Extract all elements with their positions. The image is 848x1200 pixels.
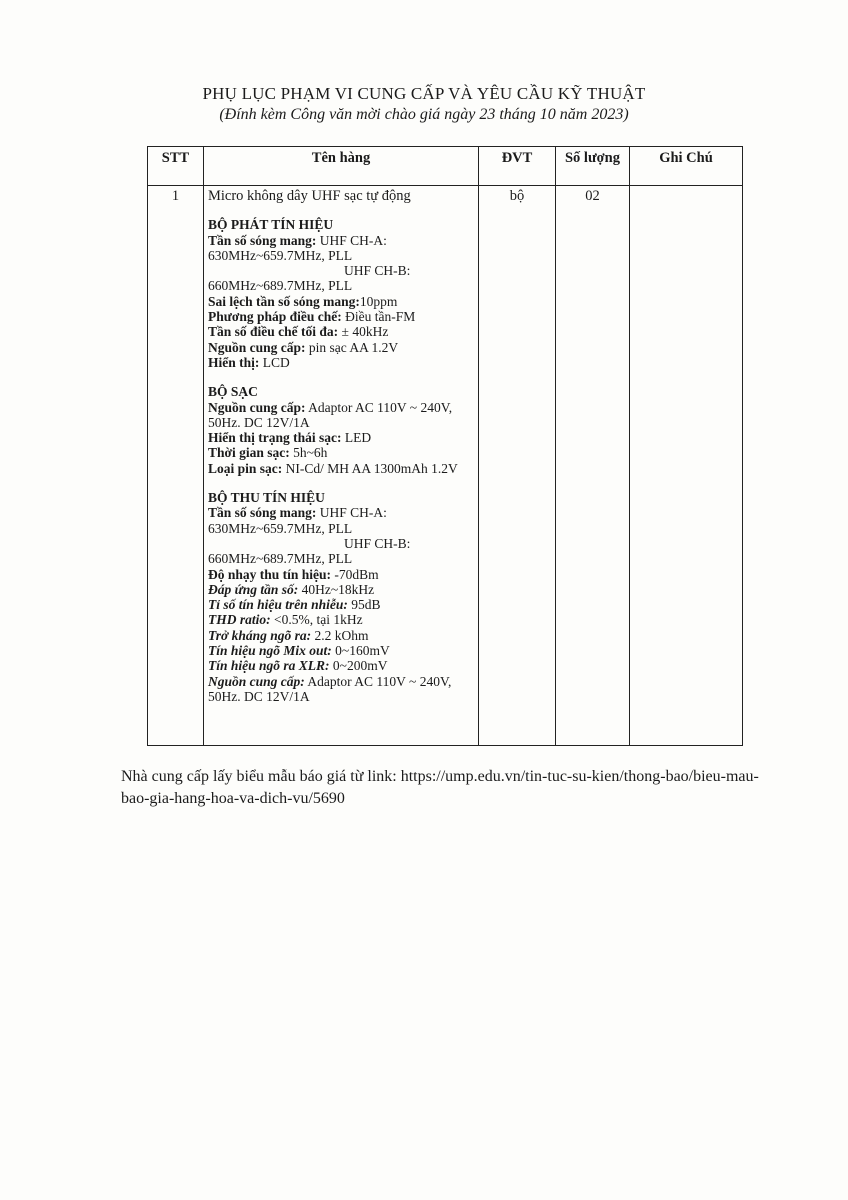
spec-line: 660MHz~689.7MHz, PLL bbox=[208, 551, 353, 567]
cell-dvt: bộ bbox=[479, 186, 556, 746]
header-ghi-chu: Ghi Chú bbox=[630, 147, 743, 186]
item-name: Micro không dây UHF sạc tự động bbox=[208, 188, 411, 204]
spec-line: Tần số điều chế tối đa: ± 40kHz bbox=[208, 324, 389, 340]
spec-line: Trở kháng ngõ ra: 2.2 kOhm bbox=[208, 627, 369, 643]
cell-ten-hang bbox=[204, 186, 479, 746]
spec-line: Đáp ứng tần số: 40Hz~18kHz bbox=[208, 581, 375, 597]
spec-line: Nguồn cung cấp: pin sạc AA 1.2V bbox=[208, 339, 399, 355]
spec-line: Hiển thị trạng thái sạc: LED bbox=[208, 430, 372, 446]
spec-line: Tín hiệu ngõ Mix out: 0~160mV bbox=[208, 643, 390, 659]
header-so-luong: Số lượng bbox=[556, 147, 630, 186]
section-title-thu: BỘ THU TÍN HIỆU bbox=[208, 490, 325, 506]
spec-line: Tần số sóng mang: UHF CH-A: 630MHz~659.7MHz, PLL bbox=[208, 232, 387, 263]
spec-line: Tỉ số tín hiệu trên nhiễu: 95dB bbox=[208, 597, 381, 613]
spec-line: THD ratio: <0.5%, tại 1kHz bbox=[208, 612, 363, 628]
spec-line: UHF CH-B: bbox=[344, 535, 411, 551]
table-header-row bbox=[148, 147, 743, 186]
spec-table bbox=[147, 146, 743, 746]
document-subtitle: (Đính kèm Công văn mời chào giá ngày 23 tháng 10 năm 2023) bbox=[219, 106, 629, 123]
document-title: PHỤ LỤC PHẠM VI CUNG CẤP VÀ YÊU CẦU KỸ THUẬT bbox=[202, 84, 646, 103]
section-title-phat: BỘ PHÁT TÍN HIỆU bbox=[208, 217, 334, 233]
spec-line: Thời gian sạc: 5h~6h bbox=[208, 445, 328, 461]
cell-ghi-chu bbox=[630, 186, 743, 746]
cell-stt: 1 bbox=[148, 186, 204, 746]
section-title-sac: BỘ SẠC bbox=[208, 384, 258, 400]
spec-line: Hiển thị: LCD bbox=[208, 354, 290, 370]
spec-line: UHF CH-B: bbox=[344, 263, 411, 279]
header-ten-hang: Tên hàng bbox=[204, 147, 479, 186]
header-stt: STT bbox=[148, 147, 204, 186]
spec-line: Sai lệch tần số sóng mang:10ppm bbox=[208, 293, 398, 309]
spec-line: 660MHz~689.7MHz, PLL bbox=[208, 278, 353, 294]
cell-so-luong: 02 bbox=[556, 186, 630, 746]
spec-line: Nguồn cung cấp: Adaptor AC 110V ~ 240V, 50Hz. DC 12V/1A bbox=[208, 673, 452, 704]
spec-line: Độ nhạy thu tín hiệu: -70dBm bbox=[208, 566, 379, 582]
spec-line: Loại pin sạc: NI-Cd/ MH AA 1300mAh 1.2V bbox=[208, 460, 458, 476]
spec-line: Tần số sóng mang: UHF CH-A: 630MHz~659.7MHz, PLL bbox=[208, 505, 387, 536]
spec-line: Phương pháp điều chế: Điều tần-FM bbox=[208, 309, 416, 325]
spec-line: Nguồn cung cấp: Adaptor AC 110V ~ 240V, 50Hz. DC 12V/1A bbox=[208, 399, 453, 430]
supplier-note: Nhà cung cấp lấy biểu mẫu báo giá từ link: https://ump.edu.vn/tin-tuc-su-kien/thong-bao/bieu-mau-bao-gia-hang-hoa-va-dich-vu/5690 bbox=[121, 768, 759, 807]
spec-line: Tín hiệu ngõ ra XLR: 0~200mV bbox=[208, 658, 388, 674]
header-dvt: ĐVT bbox=[479, 147, 556, 186]
table-row bbox=[148, 186, 743, 746]
